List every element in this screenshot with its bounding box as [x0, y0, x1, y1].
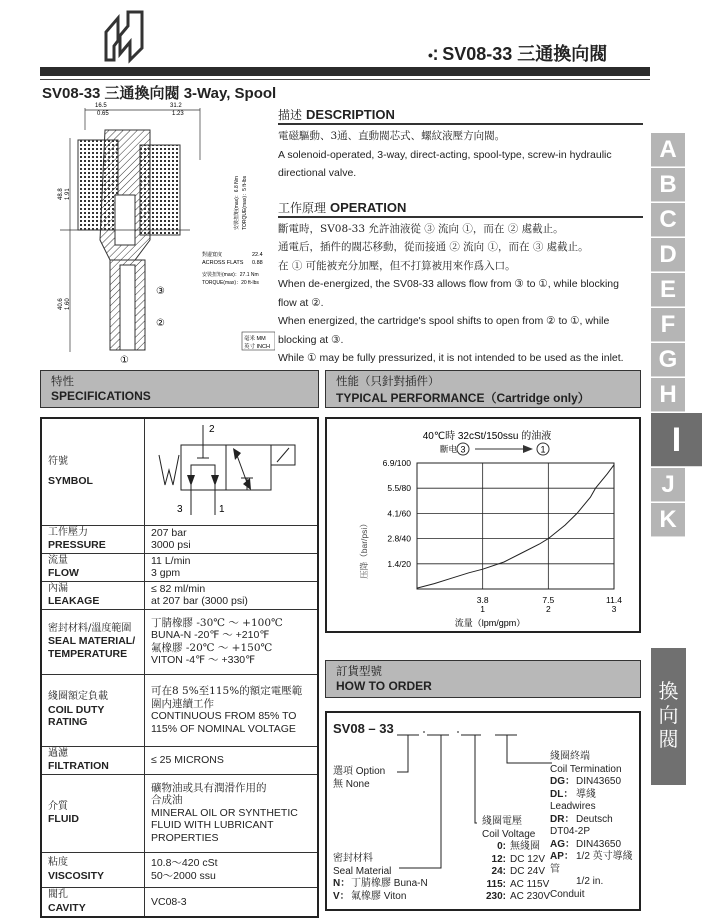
order-option-item	[482, 891, 550, 904]
af-inch: 0.88	[252, 260, 263, 266]
dim-top-right: 31.2	[170, 103, 182, 109]
order-heading-en: HOW TO ORDER	[336, 679, 432, 693]
side-tab-f[interactable]: F	[651, 308, 685, 342]
option-zh: 選項	[333, 766, 353, 777]
dim-top-left: 16.5	[95, 103, 107, 109]
spec-key-zh: 工作壓力	[48, 526, 88, 538]
spec-value: ≤ 25 MICRONS	[151, 753, 224, 766]
spec-value: 50～2000 ssu	[151, 869, 216, 882]
y-tick-label: 1.4/20	[387, 558, 411, 569]
hydraulic-symbol	[151, 420, 311, 520]
spec-key-zh: 閥孔	[48, 889, 68, 901]
y-tick-label: 6.9/100	[382, 458, 411, 468]
y-axis-label: 压降（bar/psi）	[359, 519, 369, 579]
side-tab-j[interactable]: J	[651, 468, 685, 502]
option-code: DG：	[550, 776, 575, 787]
spec-key-en: SYMBOL	[48, 474, 93, 487]
spec-value: 207 bar	[151, 526, 187, 539]
x-tick-label: 7.5	[542, 595, 555, 605]
y-tick-label: 2.8/40	[387, 533, 411, 544]
voltage-zh: 綫圈電壓	[482, 816, 522, 827]
order-option-item	[550, 851, 639, 876]
dim-left-lower: 40.6	[58, 298, 64, 310]
description-section	[278, 106, 648, 368]
dim-left-lower-inch: 1.60	[65, 298, 71, 310]
unit-mm: 毫米 MM	[244, 336, 266, 342]
option-desc: 氟橡膠 Viton	[351, 890, 407, 902]
spec-key-zh: 綫圈額定負載	[48, 691, 108, 703]
operation-line: When energized, the cartridge's spool shifts to open from ② to ①, while	[278, 315, 610, 327]
spec-value: VC08-3	[151, 895, 187, 908]
to-port: 1	[540, 444, 546, 455]
dim-left-upper: 48.8	[58, 188, 64, 200]
spec-value: 可在8 5%至115%的額定電壓範	[151, 685, 303, 697]
specifications-header	[40, 370, 319, 408]
option-desc: Deutsch DT04-2P	[550, 813, 613, 837]
order-code: SV08 – 33	[333, 721, 394, 736]
option-desc: DIN43650	[576, 838, 622, 850]
option-code: AP：	[550, 851, 574, 862]
voltage-en: Coil Voltage	[482, 828, 536, 840]
option-code: 0:	[497, 841, 506, 852]
spec-key-zh: 粘度	[48, 857, 68, 868]
across-flats-zh: 對邊寬度	[202, 252, 223, 258]
order-option-item	[482, 879, 550, 892]
spec-value: 3000 psi	[151, 539, 191, 551]
performance-heading-zh: 性能（只針對插件）	[336, 376, 440, 388]
seal-en: Seal Material	[333, 865, 392, 877]
option-desc: 1/2 in. Conduit	[550, 876, 604, 900]
spec-key-zh: 介質	[48, 800, 68, 812]
option-code: N：	[333, 878, 351, 889]
order-option-item	[482, 841, 550, 854]
spec-key-zh: 過濾	[48, 747, 68, 759]
option-code: 24:	[491, 866, 506, 877]
order-option-item	[482, 866, 550, 879]
x-tick-label: 3.8	[476, 595, 489, 605]
across-flats: ACROSS FLATS	[202, 260, 244, 266]
header-bar	[40, 67, 650, 76]
spec-key-en: FLOW	[48, 567, 79, 579]
spec-key-en: FLUID	[48, 813, 79, 825]
order-option-item	[550, 789, 639, 814]
header-divider	[40, 79, 650, 80]
company-logo	[100, 8, 150, 66]
side-tab-d[interactable]: D	[651, 238, 685, 272]
pressure-drop-chart	[327, 419, 639, 631]
option-code: 12:	[491, 853, 506, 865]
performance-chart-box	[325, 417, 641, 633]
from-port: 3	[460, 444, 466, 455]
table-row	[41, 609, 318, 674]
operation-line: 斷電時，SV08-33 允許油液從 ③ 流向 ①，而在 ② 處截止。	[278, 222, 564, 235]
table-row	[41, 746, 318, 774]
how-to-order-header	[325, 660, 641, 698]
body-torque: TORQUE(max)：20 ft-lbs	[202, 280, 259, 286]
operation-line: When de-energized, the SV08-33 allows flow from ③ to ①, while blocking	[278, 278, 619, 290]
dim-top-right-inch: 1.23	[172, 111, 184, 117]
termination-zh: 綫圈終端	[550, 751, 590, 762]
option-desc: 無綫圈	[510, 841, 540, 852]
option-desc: 導綫 Leadwires	[550, 788, 596, 812]
operation-heading-en: OPERATION	[330, 199, 407, 215]
symbol-port-2: 2	[209, 424, 215, 435]
spec-value: ≤ 82 ml/min	[151, 582, 206, 595]
arrow-head-icon	[523, 445, 533, 453]
specifications-table	[40, 417, 319, 918]
description-heading-en: DESCRIPTION	[306, 107, 395, 122]
termination-en: Coil Termination	[550, 763, 622, 775]
y-tick-label: 4.1/60	[387, 508, 411, 519]
x-axis-label: 流量（lpm/gpm）	[454, 618, 526, 628]
specs-heading-zh: 特性	[51, 376, 74, 388]
table-row	[41, 774, 318, 852]
description-heading-zh: 描述	[278, 108, 303, 122]
page-title: SV08-33 三通換向閥 3-Way, Spool	[42, 85, 277, 102]
seal-zh: 密封材料	[333, 853, 373, 864]
order-code-box	[325, 711, 641, 911]
side-tab-k[interactable]: K	[651, 503, 685, 537]
order-option-item	[482, 854, 550, 867]
side-tab-g[interactable]: G	[651, 343, 685, 377]
side-tab-b[interactable]: B	[651, 168, 685, 202]
option-code: V：	[333, 890, 350, 902]
operation-line: While ① may be fully pressurized, it is not intended to be used as the inlet.	[278, 352, 624, 364]
option-en: Option	[355, 766, 386, 777]
port-1-label: ①	[120, 355, 129, 365]
side-tab-e[interactable]: E	[651, 273, 685, 307]
spec-value: 3 gpm	[151, 567, 181, 579]
y-tick-label: 5.5/80	[387, 483, 411, 494]
spec-value: 11 L/min	[151, 554, 191, 567]
spec-value: CONTINUOUS FROM 85% TO	[151, 710, 297, 722]
description-line: A solenoid-operated, 3-way, direct-acting, spool-type, screw-in hydraulic	[278, 148, 612, 161]
side-tab-h[interactable]: H	[651, 378, 685, 412]
spec-key-zh: 內漏	[48, 582, 68, 594]
operation-line: 在 ① 可能被充分加壓，但不打算被用來作爲入口。	[278, 259, 516, 272]
valve-cross-section-drawing	[40, 100, 275, 365]
spec-key-en: PRESSURE	[48, 539, 106, 551]
description-line: directional valve.	[278, 167, 357, 179]
spec-value: 合成油	[151, 794, 183, 807]
spec-value: 丁腈橡膠 -30℃ ～ +100℃	[151, 616, 283, 629]
operation-line: blocking at ③.	[278, 333, 344, 346]
option-desc: AC 230V	[510, 891, 551, 902]
plot-area	[417, 463, 614, 589]
order-heading-zh: 訂貨型號	[336, 666, 382, 678]
spec-key-zh: 符號	[48, 456, 68, 468]
chart-title: 40℃時 32cSt/150ssu 的油液	[422, 431, 552, 442]
port-3-label: ③	[156, 286, 165, 297]
option-desc: DC 12V	[510, 853, 546, 865]
port-2-label: ②	[156, 318, 165, 329]
spec-value: VITON -4℉ ～ +330℉	[151, 654, 256, 666]
order-option-item	[333, 891, 428, 904]
pressure-drop-curve	[417, 465, 614, 588]
spec-value: 礦物油或具有潤滑作用的	[151, 781, 267, 794]
operation-heading-zh: 工作原理	[278, 200, 327, 215]
table-row	[41, 525, 318, 553]
operation-line: flow at ②.	[278, 296, 324, 309]
x-tick-label-gpm: 3	[611, 604, 617, 614]
side-tab-c[interactable]: C	[651, 203, 685, 237]
table-row	[41, 887, 318, 917]
spec-value: FLUID WITH LUBRICANT	[151, 819, 274, 832]
spec-value: PROPERTIES	[151, 831, 219, 844]
x-tick-label-gpm: 1	[480, 604, 486, 614]
description-heading	[278, 106, 643, 125]
table-row	[41, 674, 318, 746]
coil-torque: TORQUE(max)：5 ft-lbs	[242, 175, 248, 230]
table-row	[41, 581, 318, 609]
performance-heading-en: TYPICAL PERFORMANCE（Cartridge only）	[336, 391, 590, 405]
spec-key-en: COIL DUTY RATING	[48, 703, 105, 729]
option-desc: DC 24V	[510, 866, 546, 877]
spec-key-en: FILTRATION	[48, 760, 109, 772]
table-row	[41, 852, 318, 887]
spec-key-zh: 密封材料/溫度範圍	[48, 622, 132, 634]
operation-heading	[278, 199, 643, 218]
symbol-port-1: 1	[219, 504, 225, 515]
body-torque-zh: 安裝扭矩(max)：27.1 Nm	[202, 272, 259, 278]
symbol-port-3: 3	[177, 504, 183, 515]
category-tab-label: 換向閥	[658, 681, 679, 751]
option-code: DL：	[550, 788, 574, 800]
description-line: 電磁驅動、3通、直動閥芯式、螺紋液壓方向閥。	[278, 130, 506, 142]
dim-top-left-inch: 0.65	[97, 111, 109, 117]
spec-value: 圍内連續工作	[151, 697, 214, 710]
x-tick-label: 11.4	[606, 595, 622, 605]
side-tab-a[interactable]: A	[651, 133, 685, 167]
option-desc: DIN43650	[576, 776, 622, 787]
option-desc: 1/2 英寸導綫管	[550, 851, 633, 875]
spec-key-zh: 流量	[48, 554, 68, 566]
option-code: 115:	[486, 878, 506, 890]
order-option-item	[550, 839, 639, 852]
category-tab[interactable]	[651, 648, 686, 785]
order-option-item	[550, 776, 639, 789]
side-tab-i[interactable]: I	[651, 413, 702, 467]
table-row	[41, 553, 318, 581]
order-option-item	[333, 878, 428, 891]
option-code: AG：	[550, 838, 575, 850]
x-tick-label-gpm: 2	[545, 604, 551, 614]
order-option-item	[550, 876, 639, 901]
chart-subtitle-label: 斷电	[440, 444, 458, 454]
spec-key-en: SEAL MATERIAL/ TEMPERATURE	[48, 635, 136, 660]
spec-key-en: VISCOSITY	[48, 869, 105, 882]
option-code: 230:	[485, 891, 506, 902]
af-mm: 22.4	[252, 252, 263, 258]
unit-inch: 英寸 INCH	[244, 344, 270, 350]
option-item: 無 None	[333, 778, 370, 790]
specs-heading-en: SPECIFICATIONS	[51, 389, 151, 403]
dots-icon: •⁚	[428, 47, 439, 63]
spec-value: MINERAL OIL OR SYNTHETIC	[151, 806, 298, 819]
spec-value: BUNA-N -20℉ ～ +210℉	[151, 629, 270, 641]
coil-torque-zh: 安裝扭矩(max)：6.8 Nm	[234, 176, 240, 230]
spec-value: 10.8～420 cSt	[151, 857, 218, 869]
dim-left-upper-inch: 1.91	[65, 188, 71, 200]
spec-value: 氟橡膠 -20℃ ～ +150℃	[151, 641, 273, 654]
option-desc: AC 115V	[510, 878, 550, 890]
order-option-item	[550, 814, 639, 839]
spec-key-en: LEAKAGE	[48, 595, 100, 607]
brand-title	[428, 40, 607, 66]
spec-key-en: CAVITY	[48, 901, 86, 914]
spec-value: at 207 bar (3000 psi)	[151, 595, 248, 607]
performance-header	[325, 370, 641, 408]
option-desc: 丁腈橡膠 Buna-N	[351, 878, 428, 889]
operation-line: 通電后，插件的閥芯移動，從而接通 ② 流向 ①，而在 ③ 處截止。	[278, 241, 589, 253]
brand-title-text: SV08-33 三通換向閥	[442, 44, 608, 64]
option-code: DR：	[550, 813, 575, 825]
spec-value: 115% OF NOMINAL VOLTAGE	[151, 722, 296, 735]
table-row	[41, 418, 318, 525]
